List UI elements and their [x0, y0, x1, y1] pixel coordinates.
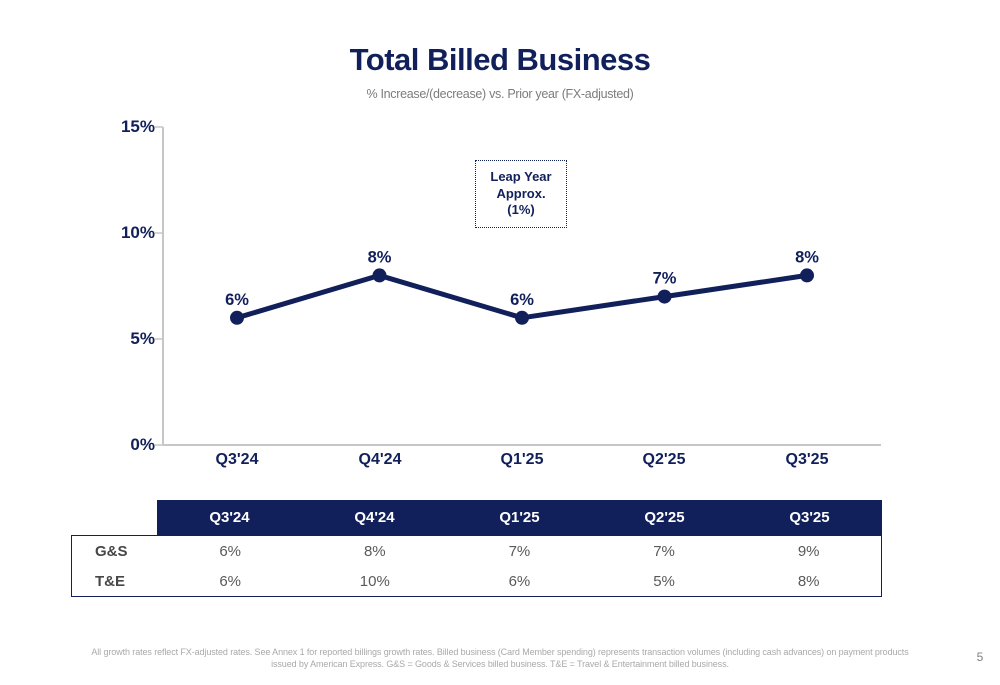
table-cell: 5% [653, 572, 675, 590]
row-label: G&S [95, 542, 128, 560]
annotation-line: (1%) [507, 202, 535, 218]
data-point [515, 311, 529, 325]
y-tick-label: 0% [130, 435, 155, 454]
page-title: Total Billed Business [349, 42, 651, 77]
footnote [60, 646, 940, 670]
data-point [800, 268, 814, 282]
data-point-labels [225, 248, 819, 308]
table-cell: 6% [219, 572, 241, 590]
y-tick-label: 10% [120, 223, 155, 242]
x-tick-label: Q1'25 [500, 451, 544, 468]
y-axis-ticks [155, 127, 163, 445]
footnote-line: All growth rates reflect FX-adjusted rates. See Annex 1 for reported billings growth rates. Billed business (Card Member spending) represents transaction volumes (including cash advances) on payment products [91, 647, 909, 657]
table-cell: 6% [508, 572, 531, 590]
table-row-gs [72, 536, 881, 566]
table-cell: 6% [219, 542, 241, 560]
table-column-header: Q3'24 [209, 509, 250, 526]
data-label: 6% [510, 290, 534, 309]
table-cell: 7% [508, 542, 531, 560]
x-tick-label: Q2'25 [642, 451, 686, 468]
annotation-line: Leap Year [490, 168, 552, 184]
row-label: T&E [95, 572, 125, 590]
data-label: 8% [367, 248, 392, 267]
y-tick-label: 15% [120, 117, 155, 136]
table-row-te [72, 566, 881, 596]
page-number: 5 [976, 650, 984, 664]
table-column-header: Q1'25 [499, 509, 540, 526]
footnote-line: issued by American Express. G&S = Goods & Services billed business. T&E = Travel & Entertainment billed business. [271, 659, 729, 669]
table-body [71, 535, 882, 597]
x-tick-label: Q4'24 [358, 451, 402, 468]
annotation-line: Approx. [496, 185, 546, 201]
table-column-header: Q3'25 [789, 509, 830, 526]
page-subtitle: % Increase/(decrease) vs. Prior year (FX-adjusted) [366, 87, 634, 101]
data-label: 6% [225, 290, 249, 309]
table-column-header: Q4'24 [354, 509, 395, 526]
table-cell: 8% [797, 572, 820, 590]
table-column-header: Q2'25 [644, 509, 685, 526]
data-label: 8% [795, 248, 819, 267]
data-point [230, 311, 244, 325]
data-point [373, 268, 387, 282]
table-cell: 10% [359, 572, 390, 590]
table-cell: 7% [653, 542, 675, 560]
table-cell: 9% [797, 542, 820, 560]
x-tick-label: Q3'24 [215, 451, 259, 468]
table-header-row [157, 500, 882, 535]
leap-year-annotation [475, 160, 567, 228]
data-point [658, 290, 672, 304]
y-tick-label: 5% [130, 329, 155, 348]
data-label: 7% [652, 269, 677, 288]
x-tick-label: Q3'25 [785, 451, 829, 468]
table-cell: 8% [363, 542, 386, 560]
